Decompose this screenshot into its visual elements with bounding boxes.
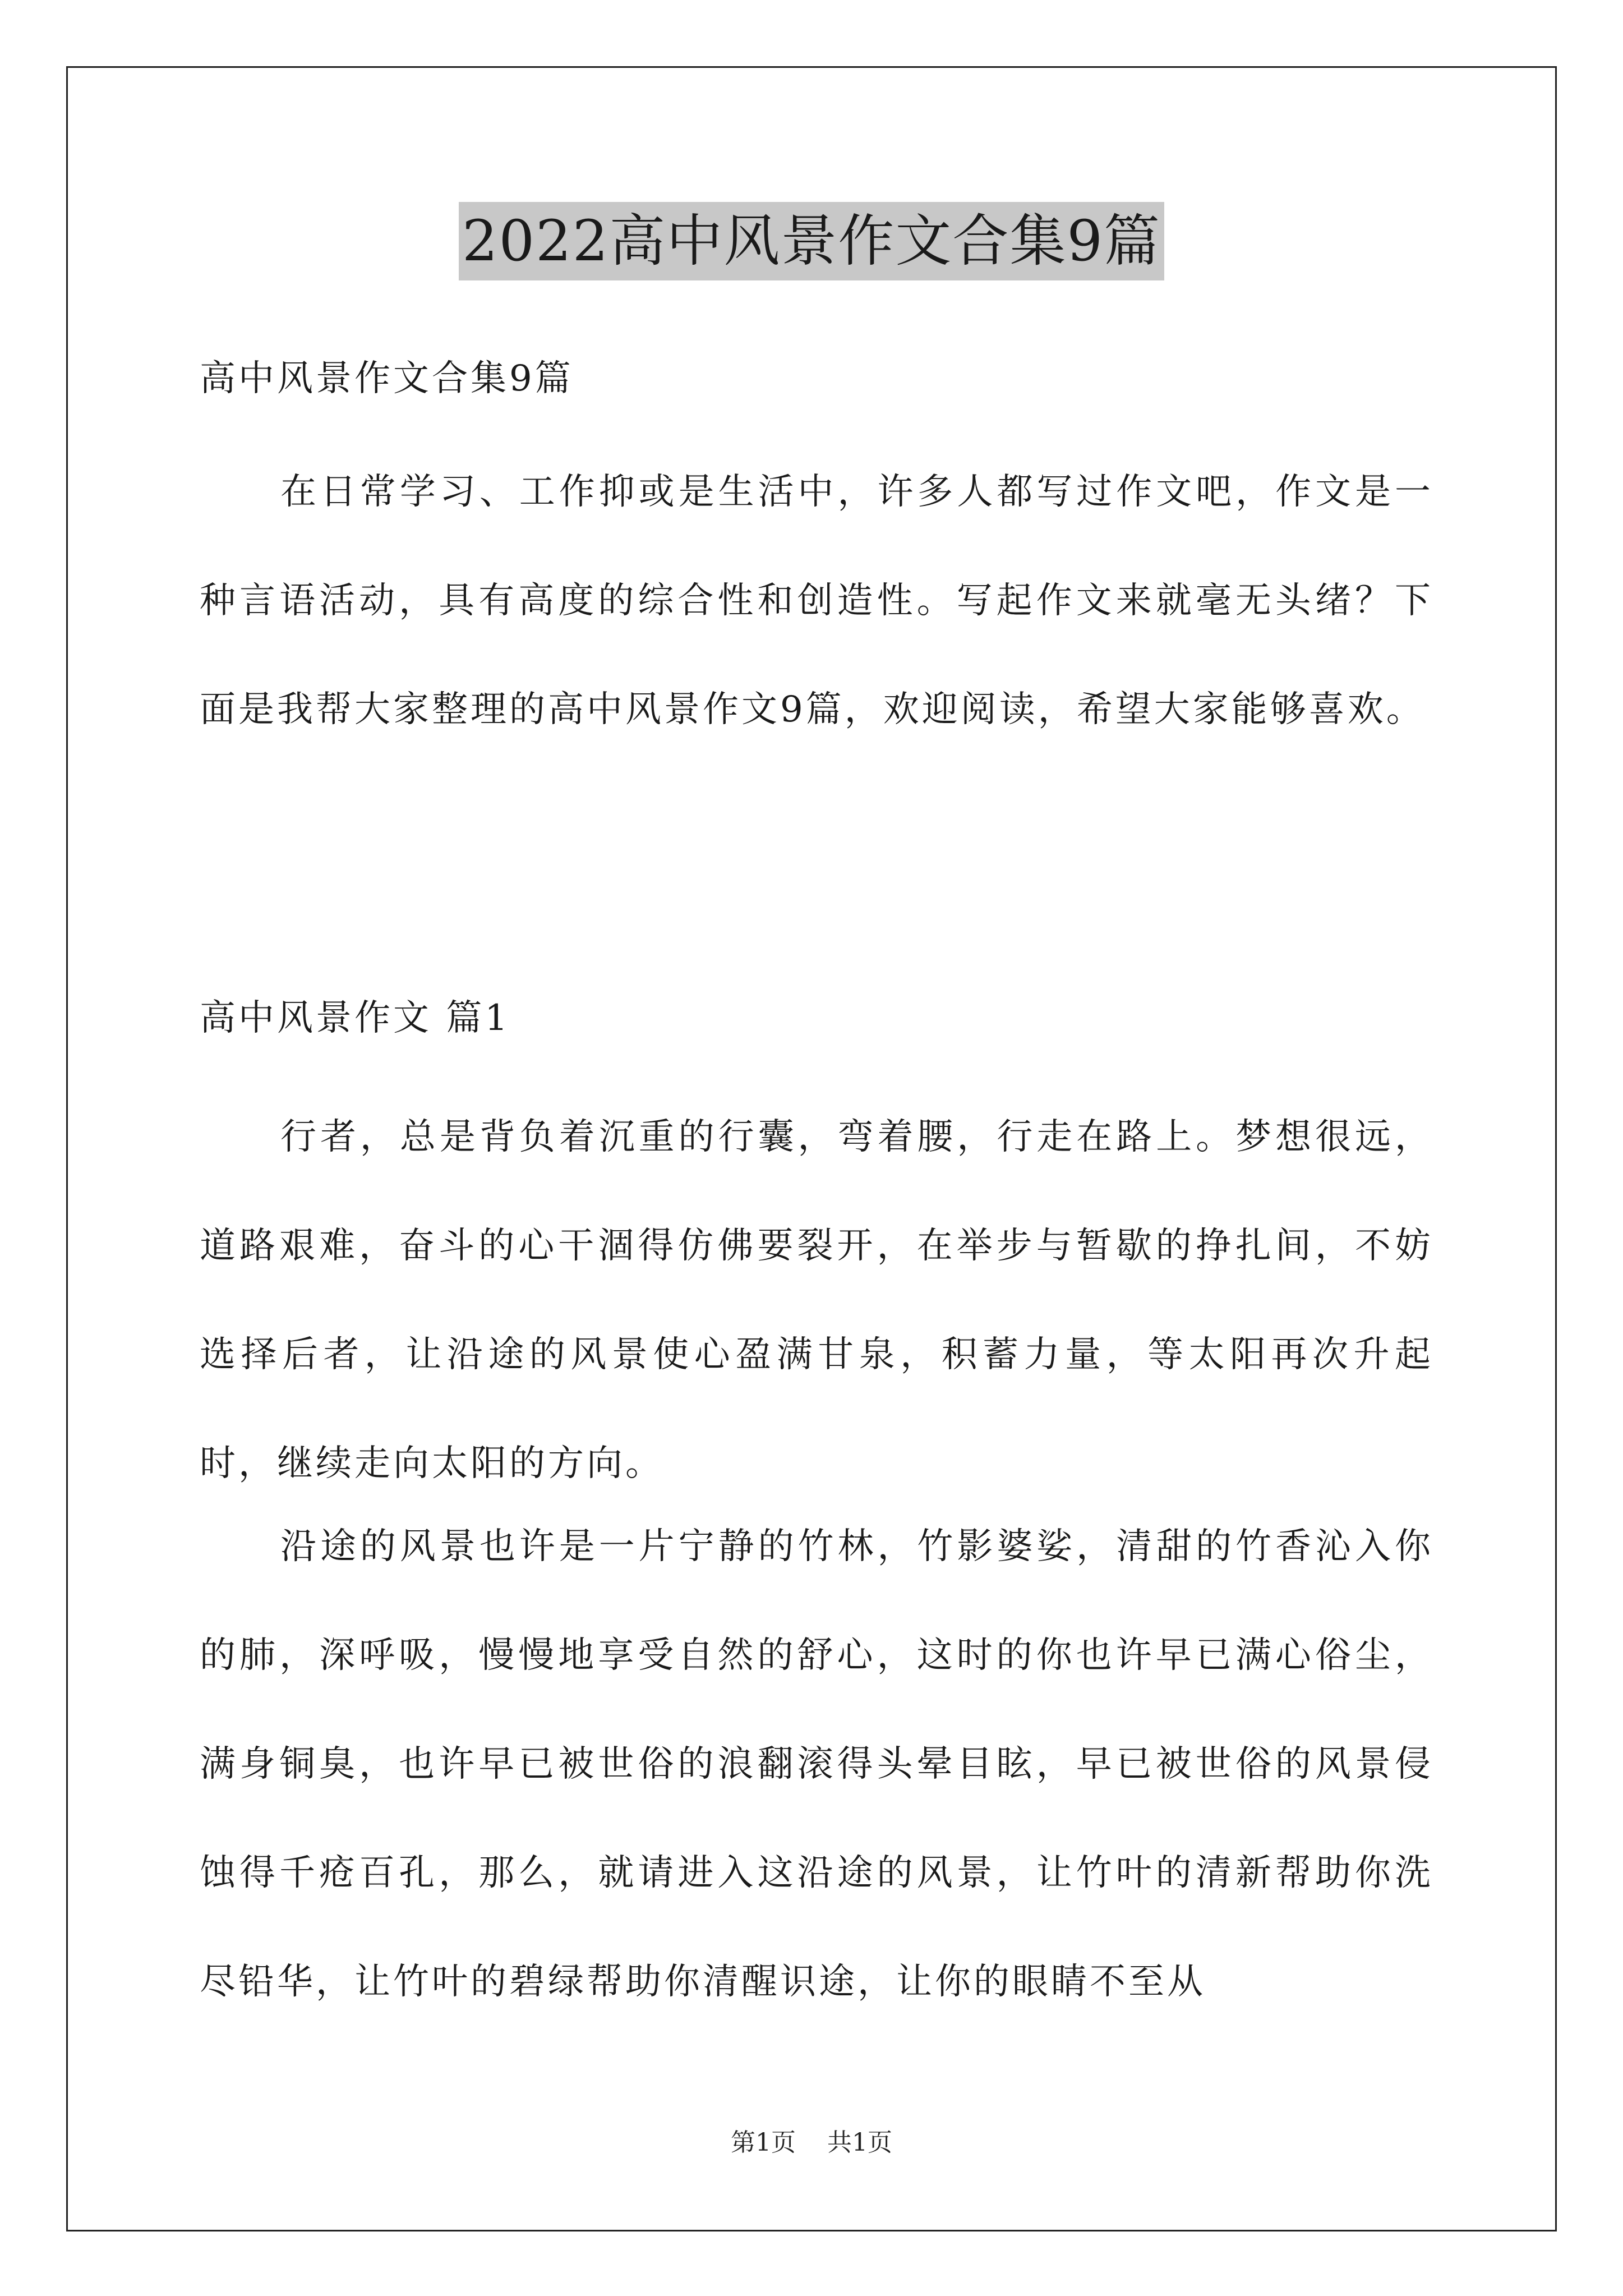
- page-footer: 第1页 共1页: [731, 2128, 892, 2157]
- document-title-text: 2022高中风景作文合集9篇: [459, 202, 1164, 280]
- section-heading: 高中风景作文 篇1: [200, 997, 511, 1039]
- body-paragraph-1: 行者，总是背负着沉重的行囊，弯着腰，行走在路上。梦想很远，道路艰难，奋斗的心干涸得仿佛要裂开，在举步与暂歇的挣扎间，不妨选择后者，让沿途的风景使心盈满甘泉，积蓄力量，等太阳再次升起时，继续走向太阳的方向。: [200, 1116, 1433, 1484]
- body-paragraph-2: 沿途的风景也许是一片宁静的竹林，竹影婆娑，清甜的竹香沁入你的肺，深呼吸，慢慢地享受自然的舒心，这时的你也许早已满心俗尘，满身铜臭，也许早已被世俗的浪翻滚得头晕目眩，早已被世俗的风景侵蚀得千疮百孔，那么，就请进入这沿途的风景，让竹叶的清新帮助你洗尽铅华，让竹叶的碧绿帮助你清醒识途，让你的眼睛不至从: [200, 1526, 1433, 2003]
- document-title: [0, 202, 1623, 280]
- document-subtitle: 高中风景作文合集9篇: [200, 358, 574, 399]
- intro-paragraph: 在日常学习、工作抑或是生活中，许多人都写过作文吧，作文是一种言语活动，具有高度的综合性和创造性。写起作文来就毫无头绪？下面是我帮大家整理的高中风景作文9篇，欢迎阅读，希望大家能够喜欢。: [200, 471, 1433, 730]
